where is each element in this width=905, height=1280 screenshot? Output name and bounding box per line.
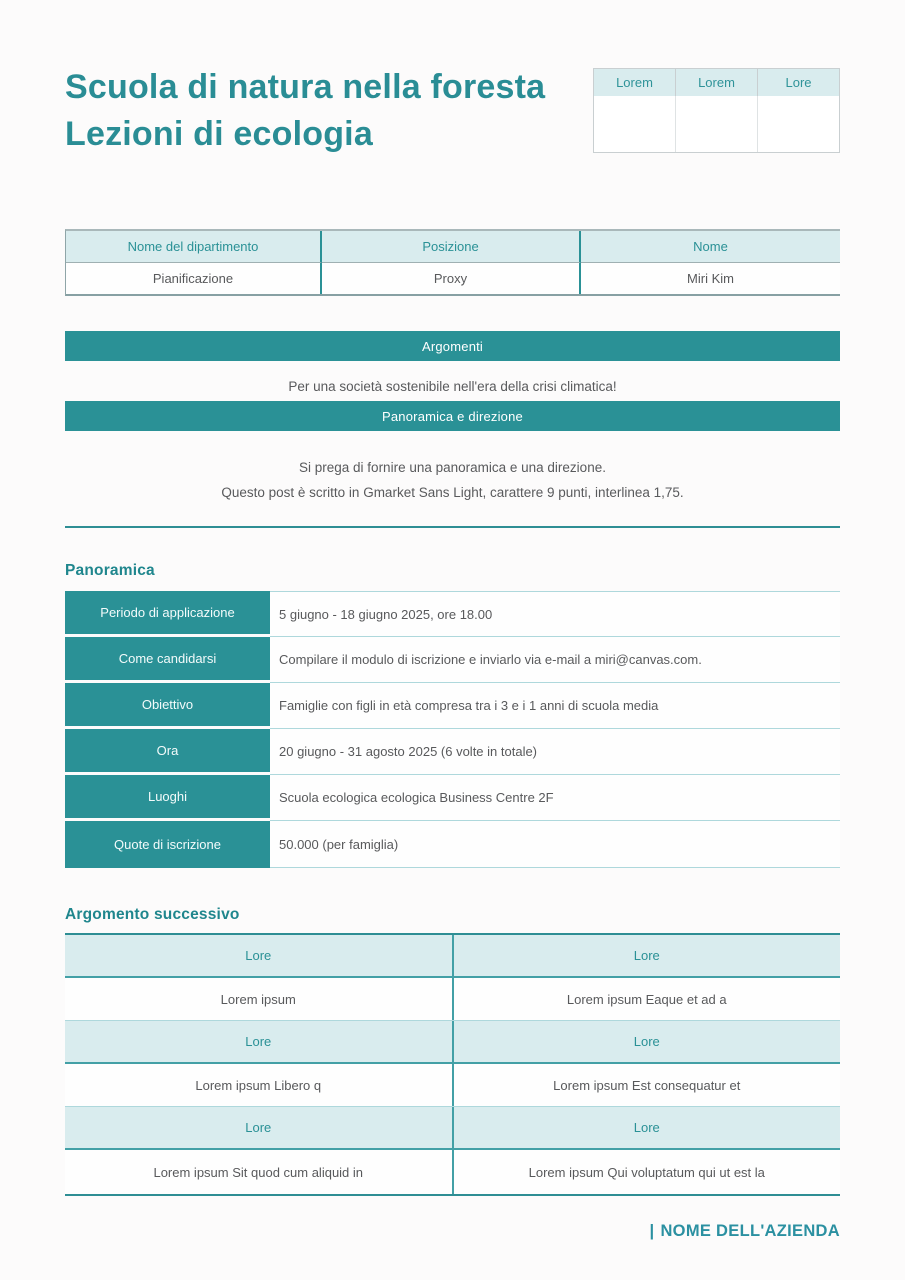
overview-row-value: Famiglie con figli in età compresa tra i 3 e i 1 anni di scuola media bbox=[270, 683, 840, 729]
table-row bbox=[65, 978, 840, 1021]
approval-empty-cell bbox=[758, 96, 839, 152]
position-header-cell: Posizione bbox=[322, 231, 581, 263]
overview-row-label: Obiettivo bbox=[65, 683, 270, 729]
table-row bbox=[65, 1107, 840, 1150]
next-topic-table bbox=[65, 933, 840, 1196]
overview-direction-banner: Panoramica e direzione bbox=[65, 401, 840, 431]
topic-data-cell: Lorem ipsum Libero q bbox=[65, 1064, 454, 1106]
topic-header-cell: Lore bbox=[633, 1034, 660, 1049]
department-header-cell: Nome del dipartimento bbox=[66, 231, 322, 263]
overview-row-value: 20 giugno - 31 agosto 2025 (6 volte in totale) bbox=[270, 729, 840, 775]
table-row bbox=[65, 1150, 840, 1194]
table-row bbox=[65, 591, 840, 637]
overview-row-label: Periodo di applicazione bbox=[65, 591, 270, 637]
approval-header-cell: Lore bbox=[758, 69, 839, 96]
topic-data-cell: Lorem ipsum Eaque et ad a bbox=[566, 991, 727, 1007]
overview-row-value: Compilare il modulo di iscrizione e inviarlo via e-mail a miri@canvas.com. bbox=[270, 637, 840, 683]
topic-header-cell: Lore bbox=[65, 1021, 454, 1062]
overview-table bbox=[65, 591, 840, 868]
overview-row-label: Come candidarsi bbox=[65, 637, 270, 683]
table-row bbox=[65, 821, 840, 868]
topics-banner: Argomenti bbox=[65, 331, 840, 361]
overview-row-label: Luoghi bbox=[65, 775, 270, 821]
approval-table bbox=[593, 68, 840, 153]
footer-divider-bar: | bbox=[649, 1222, 655, 1240]
table-row bbox=[65, 1021, 840, 1064]
section-divider bbox=[65, 526, 840, 528]
topics-subtitle: Per una società sostenibile nell'era della crisi climatica! bbox=[288, 378, 617, 394]
department-table bbox=[65, 229, 840, 296]
department-table-value-row bbox=[66, 263, 840, 294]
page-title-line2: Lezioni di ecologia bbox=[65, 115, 373, 153]
approval-empty-cell bbox=[594, 96, 676, 152]
page-title-line1: Scuola di natura nella foresta bbox=[65, 68, 546, 106]
company-name: NOME DELL'AZIENDA bbox=[660, 1222, 840, 1240]
topic-header-cell: Lore bbox=[65, 1107, 454, 1148]
header bbox=[65, 64, 840, 158]
approval-header-cell: Lorem bbox=[676, 69, 758, 96]
overview-row-label: Quote di iscrizione bbox=[65, 821, 270, 868]
page-title bbox=[65, 64, 545, 158]
approval-header-cell: Lorem bbox=[594, 69, 676, 96]
overview-row-label: Ora bbox=[65, 729, 270, 775]
note-block bbox=[65, 455, 840, 505]
table-row bbox=[65, 729, 840, 775]
overview-row-value: 50.000 (per famiglia) bbox=[270, 821, 840, 868]
document-content bbox=[65, 0, 840, 1241]
topic-data-cell: Lorem ipsum Qui voluptatum qui ut est la bbox=[528, 1164, 765, 1180]
name-header-cell: Nome bbox=[581, 231, 840, 263]
approval-table-header-row bbox=[594, 69, 839, 96]
note-line2: Questo post è scritto in Gmarket Sans Light, carattere 9 punti, interlinea 1,75. bbox=[221, 485, 684, 500]
table-row bbox=[65, 637, 840, 683]
name-value-cell: Miri Kim bbox=[581, 263, 840, 294]
company-footer bbox=[65, 1222, 840, 1241]
next-topic-heading: Argomento successivo bbox=[65, 906, 240, 923]
department-value-cell: Pianificazione bbox=[66, 263, 322, 294]
topic-header-cell: Lore bbox=[633, 1120, 660, 1135]
topic-data-cell: Lorem ipsum Sit quod cum aliquid in bbox=[65, 1150, 454, 1194]
approval-empty-cell bbox=[676, 96, 758, 152]
position-value-cell: Proxy bbox=[322, 263, 581, 294]
approval-table-body-row bbox=[594, 96, 839, 152]
topic-header-cell: Lore bbox=[65, 935, 454, 976]
topic-header-cell: Lore bbox=[633, 948, 660, 963]
table-row bbox=[65, 775, 840, 821]
overview-row-value: 5 giugno - 18 giugno 2025, ore 18.00 bbox=[270, 591, 840, 637]
table-row bbox=[65, 1064, 840, 1107]
table-row bbox=[65, 935, 840, 978]
topic-data-cell: Lorem ipsum Est consequatur et bbox=[553, 1077, 741, 1093]
table-row bbox=[65, 683, 840, 729]
note-line1: Si prega di fornire una panoramica e una direzione. bbox=[299, 460, 606, 475]
overview-row-value: Scuola ecologica ecologica Business Centre 2F bbox=[270, 775, 840, 821]
department-table-header-row bbox=[66, 231, 840, 263]
topic-data-cell: Lorem ipsum bbox=[65, 978, 454, 1020]
overview-heading: Panoramica bbox=[65, 562, 155, 579]
